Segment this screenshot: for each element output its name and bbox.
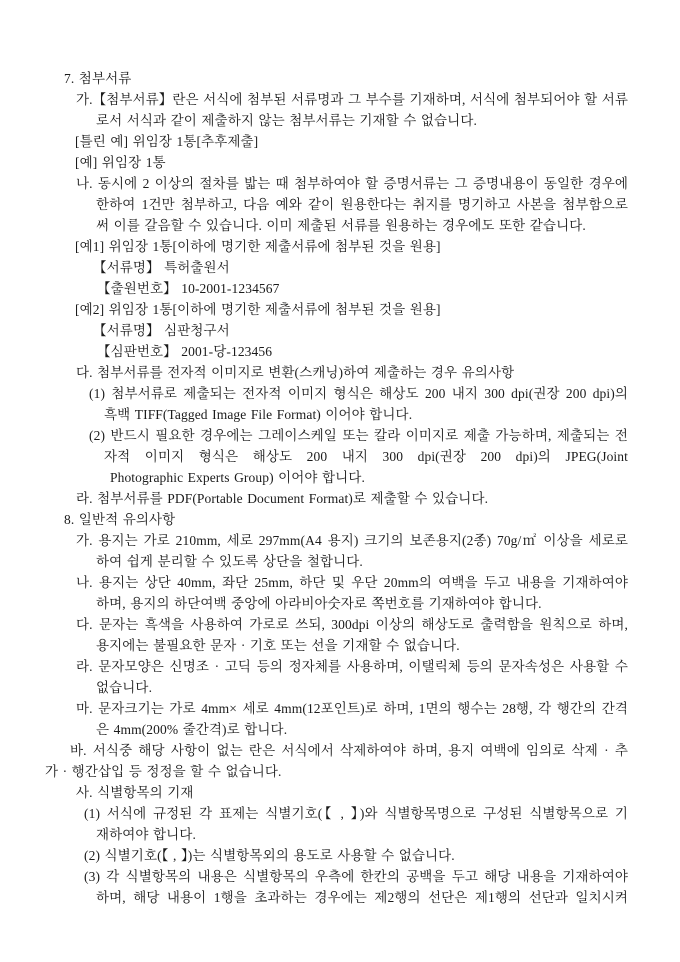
- document-line: (3) 각 식별항목의 내용은 식별항목의 우측에 한칸의 공백을 두고 해당 내용을 기재하여야: [84, 869, 628, 884]
- document-line: 가.【첨부서류】란은 서식에 첨부된 서류명과 그 부수를 기재하며, 서식에 첨부되어야 할 서류: [76, 92, 628, 107]
- document-line: 사. 식별항목의 기재: [76, 785, 194, 800]
- document-line: 나. 용지는 상단 40mm, 좌단 25mm, 하단 및 우단 20mm의 여백을 두고 내용을 기재하여야: [76, 575, 628, 590]
- document-line: [예2] 위임장 1통[이하에 명기한 제출서류에 첨부된 것을 원용]: [75, 302, 441, 317]
- document-line: 가. 용지는 가로 210mm, 세로 297mm(A4 용지) 크기의 보존용지(2종) 70g/㎡ 이상을 세로로: [76, 533, 628, 548]
- document-line: 마. 문자크기는 가로 4mm× 세로 4mm(12포인트)로 하며, 1면의 행수는 28행, 각 행간의 간격: [76, 701, 628, 716]
- document-line: 없습니다.: [96, 680, 153, 695]
- document-line: 한하여 1건만 첨부하고, 다음 예와 같이 원용한다는 취지를 명기하고 사본을 첨부함으로: [96, 197, 628, 212]
- document-line: 가 · 행간삽입 등 정정을 할 수 없습니다.: [45, 764, 282, 779]
- document-line: 써 이를 갈음할 수 있습니다. 이미 제출된 서류를 원용하는 경우에도 또한 같습니다.: [96, 218, 586, 233]
- document-line: 다. 문자는 흑색을 사용하여 가로로 쓰되, 300dpi 이상의 해상도로 출력함을 원칙으로 하며,: [76, 617, 628, 632]
- document-line: 자적 이미지 형식은 해상도 200 내지 300 dpi(권장 200 dpi)의 JPEG(Joint: [104, 449, 628, 464]
- document-line: (1) 첨부서류로 제출되는 전자적 이미지 형식은 해상도 200 내지 300 dpi(권장 200 dpi)의: [89, 386, 628, 401]
- document-line: 은 4mm(200% 줄간격)로 합니다.: [96, 722, 288, 737]
- document-line: 다. 첨부서류를 전자적 이미지로 변환(스캐닝)하여 제출하는 경우 유의사항: [76, 365, 515, 380]
- document-line: 나. 동시에 2 이상의 절차를 밟는 때 첨부하여야 할 증명서류는 그 증명내용이 동일한 경우에: [76, 176, 628, 191]
- document-line: Photographic Experts Group) 이어야 합니다.: [110, 470, 365, 485]
- document-line: 【출원번호】 10-2001-1234567: [97, 281, 280, 296]
- document-line: (2) 반드시 필요한 경우에는 그레이스케일 또는 칼라 이미지로 제출 가능하며, 제출되는 전: [89, 428, 628, 443]
- document-line: 라. 첨부서류를 PDF(Portable Document Format)로 제출할 수 있습니다.: [76, 491, 489, 506]
- document-line: [예1] 위임장 1통[이하에 명기한 제출서류에 첨부된 것을 원용]: [75, 239, 441, 254]
- document-line: [예] 위임장 1통: [75, 155, 166, 170]
- document-line: 【서류명】 특허출원서: [93, 260, 230, 275]
- section-7-attachments-heading: 7. 첨부서류: [64, 71, 132, 86]
- document-line: 용지에는 불필요한 문자 · 기호 또는 선을 기재할 수 없습니다.: [96, 638, 460, 653]
- document-line: 하여 쉽게 분리할 수 있도록 상단을 철합니다.: [96, 554, 363, 569]
- document-line: 흑백 TIFF(Tagged Image File Format) 이어야 합니다.: [104, 407, 413, 422]
- document-line: 【서류명】 심판청구서: [93, 323, 230, 338]
- document-line: 하며, 해당 내용이 1행을 초과하는 경우에는 제2행의 선단은 제1행의 선단과 일치시켜: [96, 890, 628, 905]
- document-line: 라. 문자모양은 신명조 · 고딕 등의 정자체를 사용하며, 이탤릭체 등의 문자속성은 사용할 수: [76, 659, 628, 674]
- section-8-general-notes-heading: 8. 일반적 유의사항: [64, 512, 176, 527]
- document-line: [틀린 예] 위임장 1통[추후제출]: [75, 134, 259, 149]
- document-line: 로서 서식과 같이 제출하지 않는 첨부서류는 기재할 수 없습니다.: [96, 113, 477, 128]
- document-line: 【심판번호】 2001-당-123456: [97, 344, 273, 359]
- document-line: 하며, 용지의 하단여백 중앙에 아라비아숫자로 쪽번호를 기재하여야 합니다.: [96, 596, 542, 611]
- document-line: 바. 서식중 해당 사항이 없는 란은 서식에서 삭제하여야 하며, 용지 여백에 임의로 삭제 · 추: [70, 743, 628, 758]
- document-line: (1) 서식에 규정된 각 표제는 식별기호(【 , 】)와 식별항목명으로 구성된 식별항목으로 기: [84, 806, 628, 821]
- document-line: (2) 식별기호(【 , 】)는 식별항목외의 용도로 사용할 수 없습니다.: [84, 848, 455, 863]
- document-line: 재하여야 합니다.: [96, 827, 196, 842]
